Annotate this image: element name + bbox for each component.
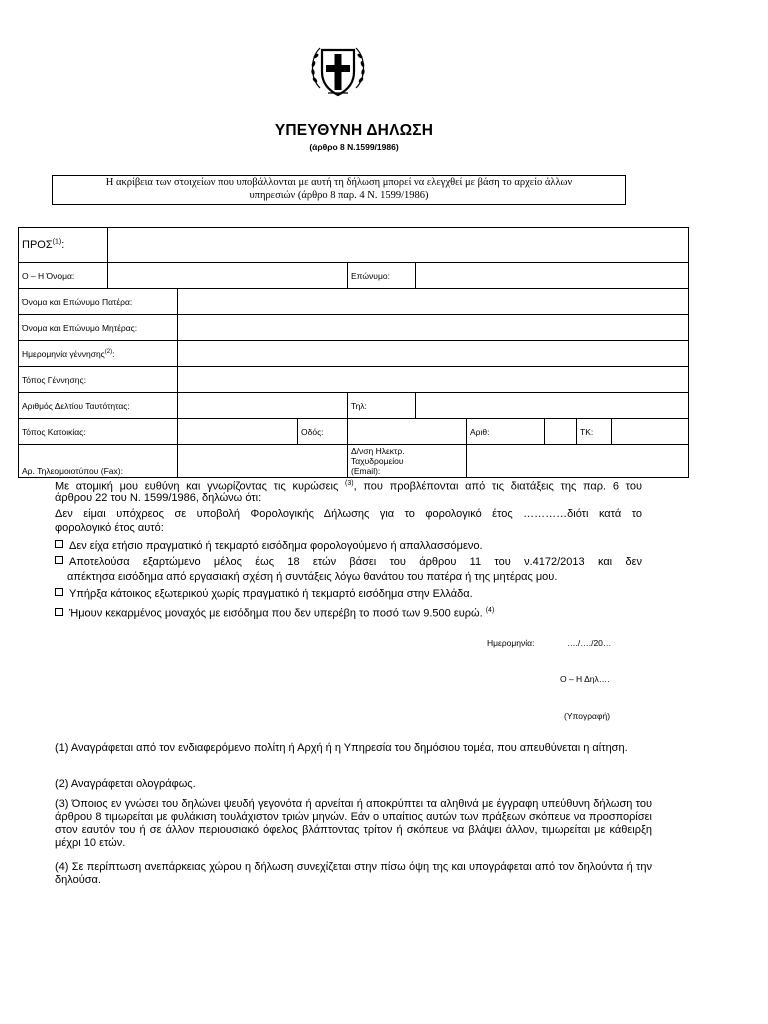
surname-field[interactable] xyxy=(416,263,689,289)
declaration-intro-line-2: άρθρου 22 του Ν. 1599/1986, δηλώνω ότι: xyxy=(55,492,262,504)
option-monk: Ήμουν κεκαρμένος μοναχός με εισόδημα που δεν υπερέβη το ποσό των 9.500 ευρώ. $^{(4)}$ xyxy=(55,604,642,621)
father-name-label: Όνομα και Επώνυμο Πατέρα: xyxy=(19,289,178,315)
email-label: Δ/νση Ηλεκτρ. Ταχυδρομείου (Email): xyxy=(348,445,467,478)
checkbox-empty-icon[interactable] xyxy=(55,556,63,564)
checkbox-empty-icon[interactable] xyxy=(55,540,63,548)
footnote-4: (4) Σε περίπτωση ανεπάρκειας χώρου η δήλωση συνεχίζεται στην πίσω όψη της και υπογράφεται από τον δηλούντα ή την δηλούσα. xyxy=(55,861,652,886)
pros-label: ΠΡΟΣ$^{(1)}$: xyxy=(19,228,108,263)
residence-label: Τόπος Κατοικίας: xyxy=(19,419,178,445)
checkbox-empty-icon[interactable] xyxy=(55,588,63,596)
street-field[interactable] xyxy=(348,419,467,445)
postal-code-field[interactable] xyxy=(612,419,689,445)
first-name-label: Ο – Η Όνομα: xyxy=(19,263,108,289)
footnote-2: (2) Αναγράφεται ολογράφως. xyxy=(55,778,196,790)
option-dependent-member: Αποτελούσα εξαρτώμενο μέλος έως 18 ετών βάσει του άρθρου 11 του ν.4172/2013 και δεν xyxy=(55,555,642,569)
document-subtitle: (άρθρο 8 Ν.1599/1986) xyxy=(309,142,399,152)
residence-field[interactable] xyxy=(178,419,298,445)
fax-label: Αρ. Τηλεομοιοτύπου (Fax): xyxy=(19,445,178,478)
statement-line-2: φορολογικό έτος αυτό: xyxy=(55,522,164,534)
birthdate-field[interactable] xyxy=(178,341,689,367)
accuracy-notice-box xyxy=(52,175,626,205)
option-dependent-member-line-2: απέκτησα εισόδημα από εργασιακή σχέση ή συντάξεις λόγω θανάτου του πατέρα ή της μητέρας μου. xyxy=(67,571,558,583)
father-name-field[interactable] xyxy=(178,289,689,315)
option-no-income: Δεν είχα ετήσιο πραγματικό ή τεκμαρτό εισόδημα φορολογούμενο ή απαλλασσόμενο. xyxy=(55,539,642,553)
signature-label: (Υπογραφή) xyxy=(564,711,611,721)
date-label: Ημερομηνία: xyxy=(487,638,535,648)
document-title: ΥΠΕΥΘΥΝΗ ΔΗΛΩΣΗ xyxy=(274,122,434,139)
declarant-details-table xyxy=(18,227,689,478)
footnote-3: (3) Όποιος εν γνώσει του δηλώνει ψευδή γεγονότα ή αρνείται ή αποκρύπτει τα αληθινά με έγγραφη υπεύθυνη δήλωση του άρθρου 8 τιμωρείται με φυλάκιση τουλάχιστον τριών μηνών. Εάν ο υπαίτιος αυτών των πράξεων σκόπευε να προσπορίσει στον εαυτόν του ή σε άλλον περιουσιακό όφελος βλάπτοντας τρίτον ή σκόπευε να βλάψει άλλον, τιμωρείται με κάθειρξη μέχρι 10 ετών. xyxy=(55,798,652,849)
id-number-label: Αριθμός Δελτίου Ταυτότητας: xyxy=(19,393,178,419)
declaration-intro-line-1: Με ατομική μου ευθύνη και γνωρίζοντας τις κυρώσεις $^{(3)}$, που προβλέπονται από τις διατάξεις της παρ. 6 του xyxy=(55,480,643,493)
option-abroad-resident: Υπήρξα κάτοικος εξωτερικού χωρίς πραγματικό ή τεκμαρτό εισόδημα στην Ελλάδα. xyxy=(55,587,642,601)
notice-line-2: υπηρεσιών (άρθρο 8 παρ. 4 Ν. 1599/1986) xyxy=(249,190,429,201)
phone-field[interactable] xyxy=(416,393,689,419)
coat-of-arms-emblem xyxy=(308,38,368,100)
notice-line-1: Η ακρίβεια των στοιχείων που υποβάλλονται με αυτή τη δήλωση μπορεί να ελεγχθεί με βάση το αρχείο άλλων xyxy=(105,177,573,188)
date-value[interactable]: …./…./20… xyxy=(567,638,612,648)
fax-field[interactable] xyxy=(178,445,348,478)
birthplace-field[interactable] xyxy=(178,367,689,393)
birthdate-label: Ημερομηνία γέννησης$^{(2)}$: xyxy=(19,341,178,367)
email-field[interactable] xyxy=(467,445,689,478)
number-label: Αριθ: xyxy=(467,419,545,445)
pros-field[interactable] xyxy=(108,228,689,263)
birthplace-label: Τόπος Γέννησης: xyxy=(19,367,178,393)
surname-label: Επώνυμο: xyxy=(348,263,416,289)
number-field[interactable] xyxy=(545,419,577,445)
phone-label: Τηλ: xyxy=(348,393,416,419)
footnote-1: (1) Αναγράφεται από τον ενδιαφερόμενο πολίτη ή Αρχή ή η Υπηρεσία του δημόσιου τομέα, που απευθύνεται η αίτηση. xyxy=(55,742,628,754)
declarant-label: Ο – Η Δηλ…. xyxy=(560,674,610,684)
postal-code-label: ΤΚ: xyxy=(577,419,612,445)
street-label: Οδός: xyxy=(298,419,348,445)
mother-name-field[interactable] xyxy=(178,315,689,341)
first-name-field[interactable] xyxy=(108,263,348,289)
id-number-field[interactable] xyxy=(178,393,348,419)
mother-name-label: Όνομα και Επώνυμο Μητέρας: xyxy=(19,315,178,341)
checkbox-empty-icon[interactable] xyxy=(55,608,63,616)
statement-line-1: Δεν είμαι υπόχρεος σε υποβολή Φορολογικής Δήλωσης για το φορολογικό έτος …………διότι κατά το xyxy=(55,508,642,520)
